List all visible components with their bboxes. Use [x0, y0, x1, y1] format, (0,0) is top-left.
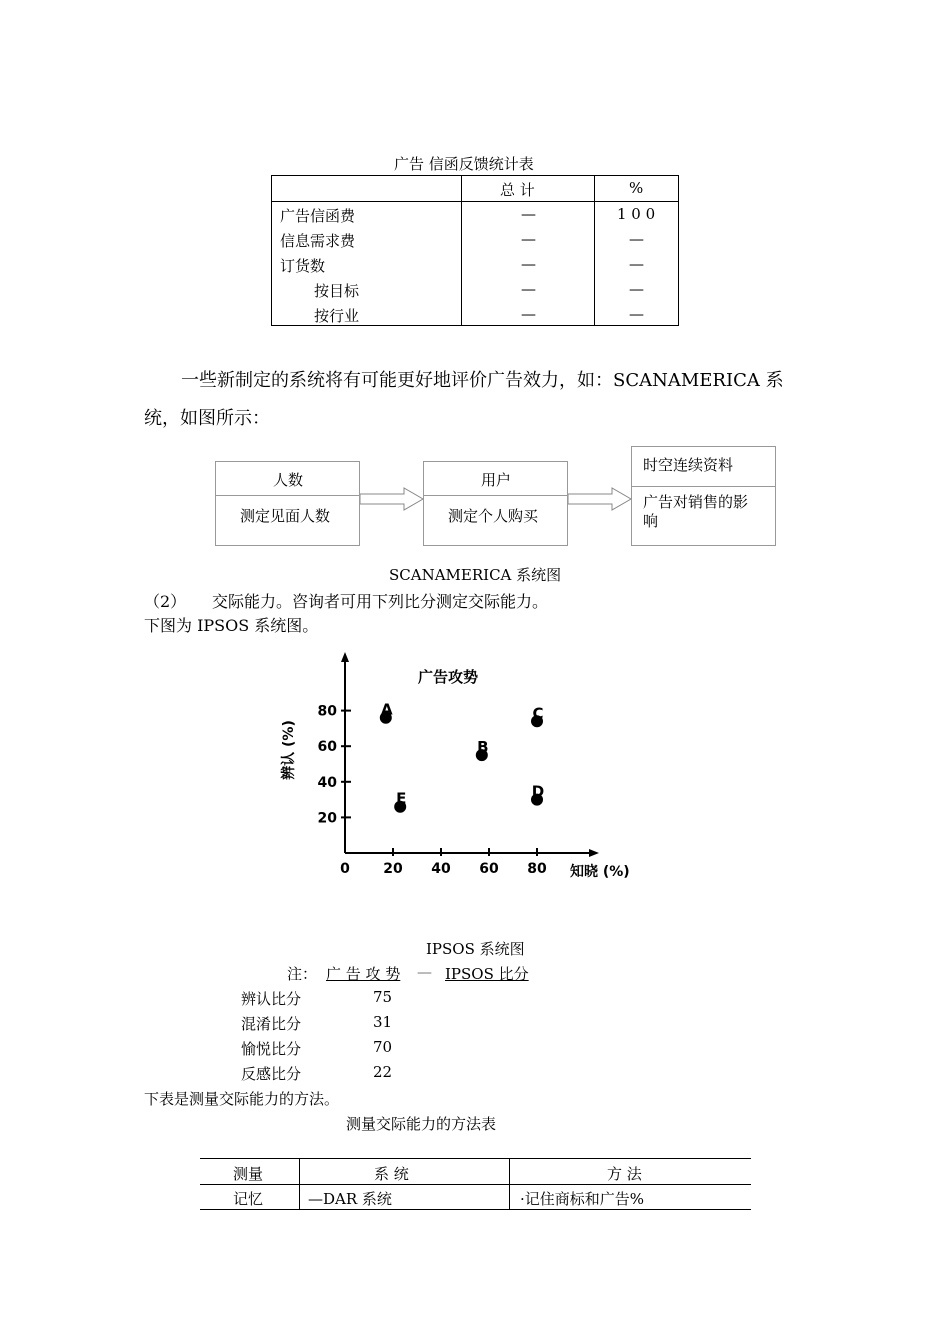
chart-xlabel: 知晓 (%): [570, 864, 630, 880]
table2-header-system: 系 统: [374, 1165, 409, 1183]
flow-box-user-desc: 测定个人购买: [448, 507, 539, 525]
flow-box-people: [215, 461, 360, 546]
table1-row-pct: —: [629, 305, 644, 323]
flow-box-continuous-title: 时空连续资料: [643, 456, 734, 474]
methods-intro: 下表是测量交际能力的方法。: [144, 1090, 340, 1108]
flow-arrow-1: [360, 486, 424, 514]
table1-row-pct: —: [629, 280, 644, 298]
flow-box-people-desc: 测定见面人数: [240, 507, 331, 525]
note-prefix: 注：: [287, 965, 318, 983]
table1-header-pct: %: [629, 179, 644, 197]
x-tick-label: 0: [340, 861, 350, 877]
note-right: IPSOS 比分: [445, 965, 529, 983]
paragraph-line2: 统，如图所示：: [144, 408, 270, 429]
note-dash: —: [417, 963, 432, 981]
table1-row-pct: 1 0 0: [617, 205, 656, 223]
note-row-value: 31: [373, 1013, 393, 1031]
table1-row-total: —: [521, 305, 536, 323]
table1-row-label: 按目标: [314, 282, 360, 300]
chart-caption: IPSOS 系统图: [426, 940, 525, 958]
data-point-label: B: [477, 738, 489, 757]
table1-row-total: —: [521, 280, 536, 298]
table2-cell-system: —DAR 系统: [308, 1190, 392, 1208]
note-row-label: 反感比分: [241, 1065, 302, 1083]
table2-cell-method: ·记住商标和广告%: [520, 1190, 645, 1208]
flow-box-user-title: 用户: [481, 471, 512, 489]
table1-row-total: —: [521, 255, 536, 273]
table1-row-pct: —: [629, 255, 644, 273]
data-point-label: D: [531, 782, 545, 801]
table1-title: 广告 信函反馈统计表: [394, 155, 534, 173]
table2-header-measure: 测量: [233, 1165, 264, 1183]
flow-arrow-2: [568, 486, 632, 514]
ipsos-intro: 下图为 IPSOS 系统图。: [144, 616, 319, 635]
flow-box-continuous-desc-2: 响: [643, 512, 659, 530]
table1-row-label: 信息需求费: [280, 232, 356, 250]
flow-box-user: [423, 461, 568, 546]
flow-box-people-title: 人数: [273, 471, 304, 489]
x-tick-label: 80: [527, 861, 547, 877]
table1-row-label: 广告信函费: [280, 207, 356, 225]
note-row-value: 22: [373, 1063, 393, 1081]
feedback-table: [271, 175, 679, 326]
methods-table: [200, 1158, 751, 1210]
x-tick-label: 20: [383, 861, 403, 877]
table2-cell-measure: 记忆: [233, 1190, 264, 1208]
flow-box-continuous-desc-1: 广告对销售的影: [643, 493, 749, 511]
flow-caption: SCANAMERICA 系统图: [389, 566, 562, 584]
note-row-label: 愉悦比分: [241, 1040, 302, 1058]
y-tick-label: 40: [317, 774, 337, 791]
note-row-label: 混淆比分: [241, 1015, 302, 1033]
table1-header-total: 总 计: [500, 181, 535, 199]
y-tick-label: 20: [317, 810, 337, 827]
chart-ylabel: 辨认 (%): [281, 720, 297, 780]
table1-row-total: —: [521, 205, 536, 223]
x-tick-label: 40: [431, 861, 451, 877]
note-row-value: 75: [373, 988, 393, 1006]
y-axis-arrow: [341, 652, 349, 662]
table1-row-label: 订货数: [280, 257, 326, 275]
y-tick-label: 60: [317, 739, 337, 756]
table1-row-label: 按行业: [314, 307, 360, 325]
note-left: 广 告 攻 势: [326, 965, 401, 983]
y-tick-label: 80: [317, 703, 337, 720]
note-row-label: 辨认比分: [241, 990, 302, 1008]
flow-box-continuous: [631, 446, 776, 546]
data-point-label: A: [380, 700, 393, 719]
table1-row-total: —: [521, 230, 536, 248]
x-axis-arrow: [589, 849, 599, 857]
data-point-label: C: [532, 704, 544, 723]
section2-number: （2）: [144, 592, 187, 611]
chart-title: 广告攻势: [418, 668, 479, 686]
data-point-label: E: [396, 789, 407, 808]
paragraph-line1: 一些新制定的系统将有可能更好地评价广告效力，如：SCANAMERICA 系: [181, 370, 784, 391]
ipsos-chart: [260, 648, 660, 888]
x-tick-label: 60: [479, 861, 499, 877]
section2-text: 交际能力。咨询者可用下列比分测定交际能力。: [212, 592, 549, 611]
table2-title: 测量交际能力的方法表: [346, 1115, 497, 1133]
note-row-value: 70: [373, 1038, 393, 1056]
table1-row-pct: —: [629, 230, 644, 248]
table2-header-method: 方 法: [607, 1165, 642, 1183]
